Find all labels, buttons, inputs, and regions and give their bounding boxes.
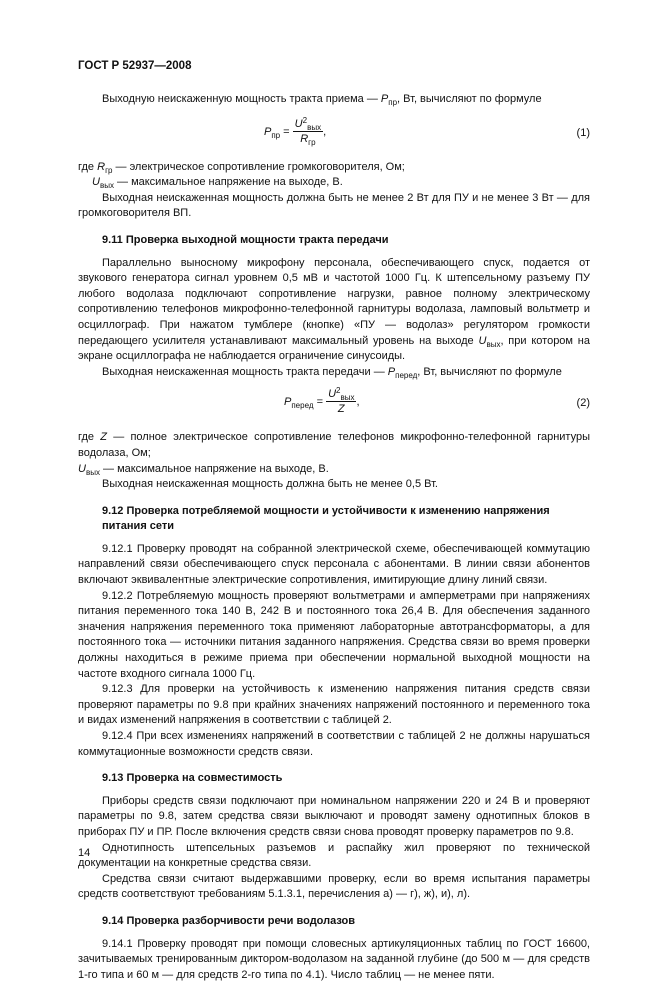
heading-9-14: 9.14 Проверка разборчивости речи водолазов (102, 914, 356, 927)
s911-paragraph-2: Выходная неискаженная мощность тракта передачи — $P_{перед}$, Вт, вычисляют по формуле (102, 365, 562, 380)
s913-paragraph-3: Средства связи считают выдержавшими проверку, если во время испытания параметры средств соответствуют требованиям 5.1.3.1, перечисления а) — г), ж), и), л). (78, 872, 590, 901)
formula-2: $P_{перед}$ = $\frac{U^2_{вых}}{Z}$ , (2) (284, 386, 590, 416)
formula-1: $P_{пр}$ = $\frac{U^2_{вых}}{R_{гр}}$ , (1) (264, 115, 590, 147)
s911-paragraph-1: Параллельно выносному микрофону персонала, обеспечивающего спуск, подается от звукового генератора сигнал уровнем 0,5 мВ и частотой 1000 Гц. К штепсельному разъему ПУ любого водолаза подключают сопротивление нагрузки, равное полному электрическому сопротивлению телефонов микрофонно-телефонной гарнитуры водолаза, ламповый вольтметр и осциллограф. При нажатом тумблере (кнопке) «ПУ — водолаз» регулятором громкости передающего усилителя устанавливают максимальный уровень на выходе $U_{вых}$, при котором на экране осциллографа не наблюдается ограничение синусоиды. (78, 256, 590, 363)
where-1-line-2: $U_{вых}$ — максимальное напряжение на выходе, В. (92, 176, 343, 191)
formula-1-number: (1) (576, 126, 590, 139)
s913-paragraph-2: Однотипность штепсельных разъемов и распайку жил проверяют по технической документации на конкретные средства связи. (78, 841, 590, 870)
where-2-line-1: где Z — полное электрическое сопротивление телефонов микрофонно-телефонной гарнитуры водолаза, Ом; (78, 431, 590, 459)
formula-2-number: (2) (576, 397, 590, 410)
page-number: 14 (78, 847, 91, 859)
where-2-line-2: $U_{вых}$ — максимальное напряжение на выходе, В. (78, 462, 329, 477)
page-content (78, 92, 590, 983)
page-header: ГОСТ Р 52937—2008 (78, 60, 192, 72)
s912-paragraph-1: 9.12.1 Проверку проводят на собранной электрической схеме, обеспечивающей коммутацию направлений связи обеспечивающего спуск персонала с абонентами. В линии связи абонентов включают эквивалентные электрические сопротивления, имитирующие длину линий связи. (78, 542, 590, 587)
where-2-line-3: Выходная неискаженная мощность должна быть не менее 0,5 Вт. (102, 478, 438, 491)
s912-paragraph-4: 9.12.4 При всех изменениях напряжений в соответствии с таблицей 2 не должны нарушаться коммутационные возможности средств связи. (78, 730, 590, 758)
intro-paragraph: Выходную неискаженную мощность тракта приема — $P_{пр}$, Вт, вычисляют по формуле (102, 93, 542, 107)
where-1-line-1: где $R_{гр}$ — электрическое сопротивление громкоговорителя, Ом; (78, 160, 405, 175)
heading-9-11: 9.11 Проверка выходной мощности тракта передачи (102, 233, 389, 246)
s912-paragraph-3: 9.12.3 Для проверки на устойчивость к изменению напряжения питания средств связи проверяют параметры по 9.8 при крайних значениях напряжений постоянного и переменного тока и видах изменений напряжения в соответствии с таблицей 2. (78, 683, 590, 727)
s912-paragraph-2: 9.12.2 Потребляемую мощность проверяют вольтметрами и амперметрами при напряжениях питания переменного тока 140 В, 242 В и постоянного тока 26,4 В. Для обеспечения заданного значения напряжения переменного тока применяют лабораторные автотрансформаторы, а для постоянного тока — источники питания заданного напряжения. Средства связи во время проверки должны находиться в режиме приема при обеспечении нормальной выходной мощности на частоте входного сигнала 1000 Гц. (78, 589, 590, 680)
heading-9-12: 9.12 Проверка потребляемой мощности и устойчивости к изменению напряжения питания сети (102, 504, 550, 533)
where-1-line-3: Выходная неискаженная мощность должна быть не менее 2 Вт для ПУ и не менее 3 Вт — для громкоговорителя ВП. (78, 191, 590, 220)
fraction-2: $\frac{U^2_{вых}}{Z}$ (328, 386, 355, 416)
s914-paragraph-1: 9.14.1 Проверку проводят при помощи словесных артикуляционных таблиц по ГОСТ 16600, зачитываемых тренированным диктором-водолазом на заданной глубине (до 500 м — для средств 1-го типа и 60 м — для средств 2-го типа по 4.1). Число таблиц — не менее пяти. (78, 937, 590, 981)
s913-paragraph-1: Приборы средств связи подключают при номинальном напряжении 220 и 24 В и проверяют параметры по 9.8, затем средства связи выключают и проводят замену однотипных блоков в приборах ПУ и ПР. После включения средств связи снова проводят проверку параметров по 9.8. (78, 794, 590, 838)
fraction-1: $\frac{U^2_{вых}}{R_{гр}}$ (294, 115, 322, 147)
heading-9-13: 9.13 Проверка на совместимость (102, 772, 283, 785)
